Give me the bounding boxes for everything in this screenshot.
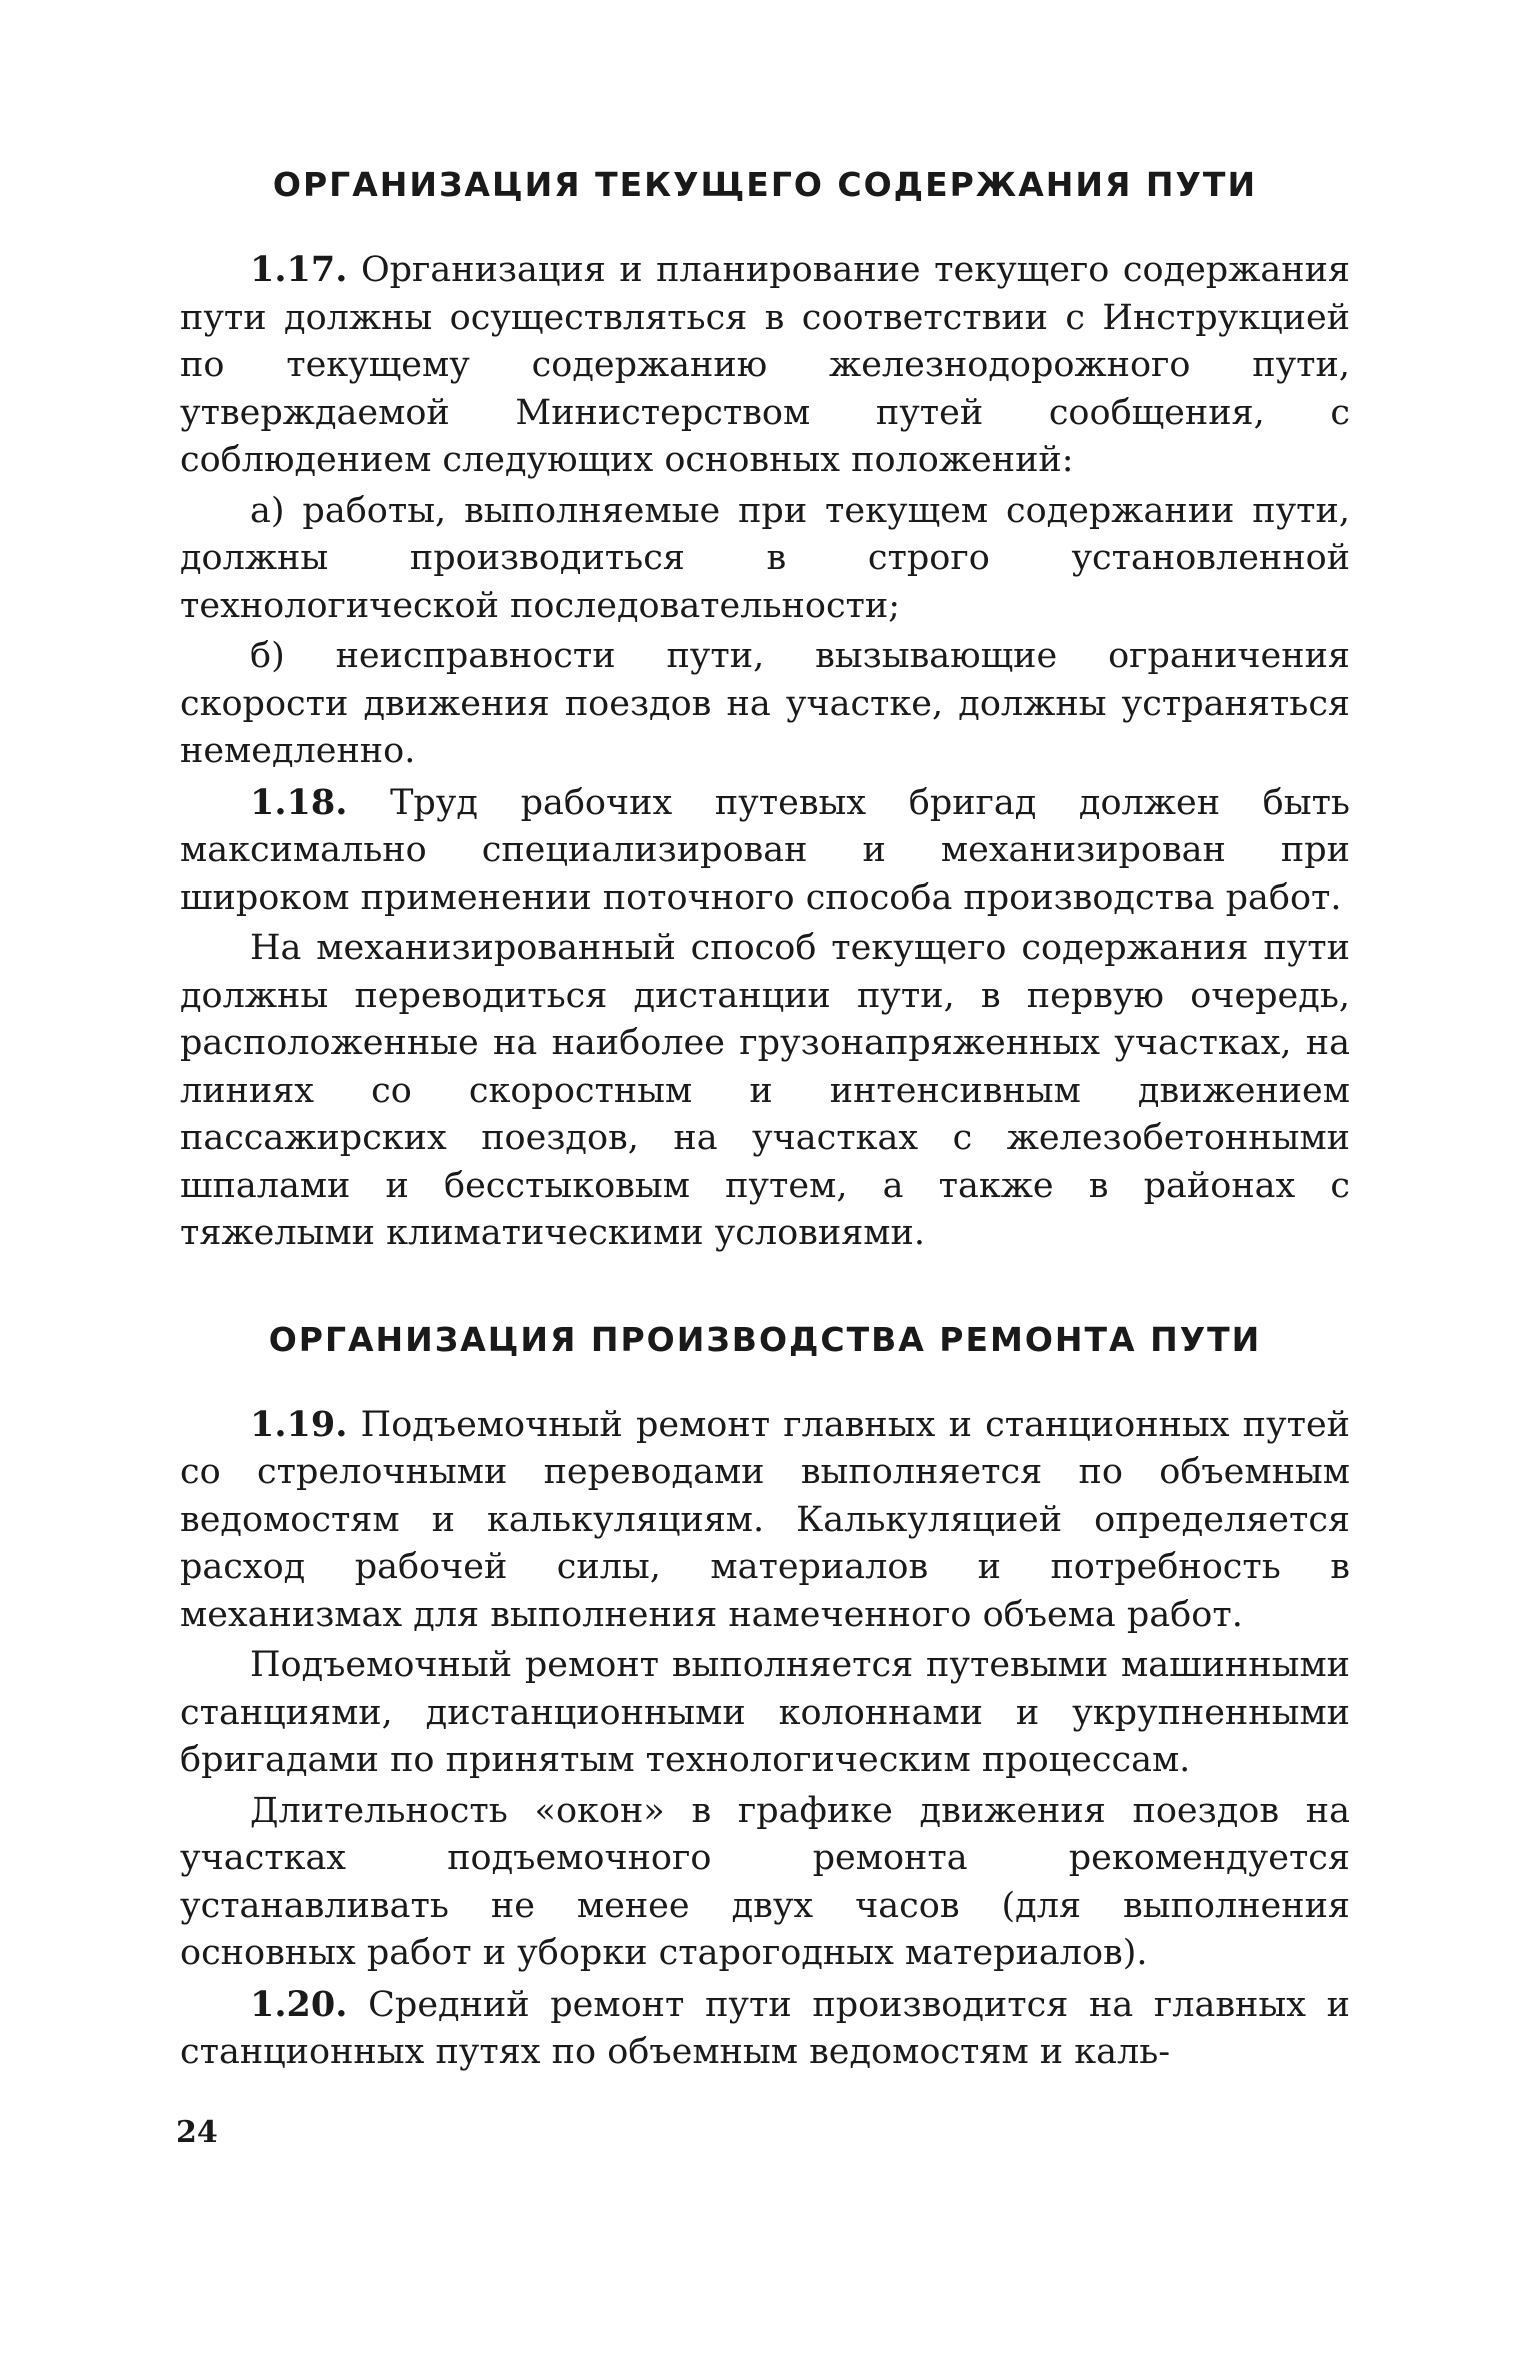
list-item-b: б) неисправности пути, вызывающие ограничения скорости движения поездов на участке, должны устраняться немедленно. <box>180 636 1350 771</box>
list-item-a: а) работы, выполняемые при текущем содержании пути, должны производиться в строго установленной технологической последовательности; <box>180 490 1350 626</box>
paragraph-text: Подъемочный ремонт главных и станционных путей со стрелочными переводами выполняется по объемным ведомостям и калькуляциям. Калькуляцией определяется расход рабочей силы, материалов и потребность в механизмах для выполнения намеченного объема работ. <box>180 1404 1350 1635</box>
paragraph-windows-duration: Длительность «окон» в графике движения поездов на участках подъемочного ремонта рекомендуется устанавливать не менее двух часов (для выполнения основных работ и уборки старогодных материалов). <box>180 1790 1350 1973</box>
paragraph-number: 1.19. <box>250 1403 348 1445</box>
paragraph-1-17 <box>180 246 1350 485</box>
paragraph-number: 1.20. <box>250 1983 348 2025</box>
section-heading-repair-organization: ОРГАНИЗАЦИЯ ПРОИЗВОДСТВА РЕМОНТА ПУТИ <box>268 1319 1262 1359</box>
paragraph-1-19 <box>180 1401 1350 1640</box>
paragraph-number: 1.17. <box>250 249 348 290</box>
paragraph-number: 1.18. <box>250 781 348 823</box>
paragraph-text: Средний ремонт пути производится на главных и станционных путях по объемным ведомостям и каль- <box>180 1984 1350 2072</box>
section-heading-current-maintenance: ОРГАНИЗАЦИЯ ТЕКУЩЕГО СОДЕРЖАНИЯ ПУТИ <box>272 165 1258 204</box>
page-number: 24 <box>176 2115 218 2150</box>
paragraph-1-18 <box>180 779 1350 923</box>
paragraph-lifting-repair: Подъемочный ремонт выполняется путевыми машинными станциями, дистанционными колоннами и укрупненными бригадами по принятым технологическим процессам. <box>180 1645 1350 1780</box>
paragraph-text: Труд рабочих путевых бригад должен быть максимально специализирован и механизирован при широком применении поточного способа производства работ. <box>180 782 1350 918</box>
paragraph-mechanized-method: На механизированный способ текущего содержания пути должны переводиться дистанции пути, в первую очередь, расположенные на наиболее грузонапряженных участках, на линиях со скоростным и интенсивным движением пассажирских поездов, на участках с железобетонными шпалами и бесстыковым путем, а также в районах с тяжелыми климатическими условиями. <box>180 928 1350 1253</box>
paragraph-text: Организация и планирование текущего содержания пути должны осуществляться в соответствии с Инструкцией по текущему содержанию железнодорожного пути, утверждаемой Министерством путей сообщения, с соблюдением следующих основных положений: <box>180 250 1350 480</box>
paragraph-1-20 <box>180 1981 1350 2077</box>
page-body <box>180 150 1350 2077</box>
